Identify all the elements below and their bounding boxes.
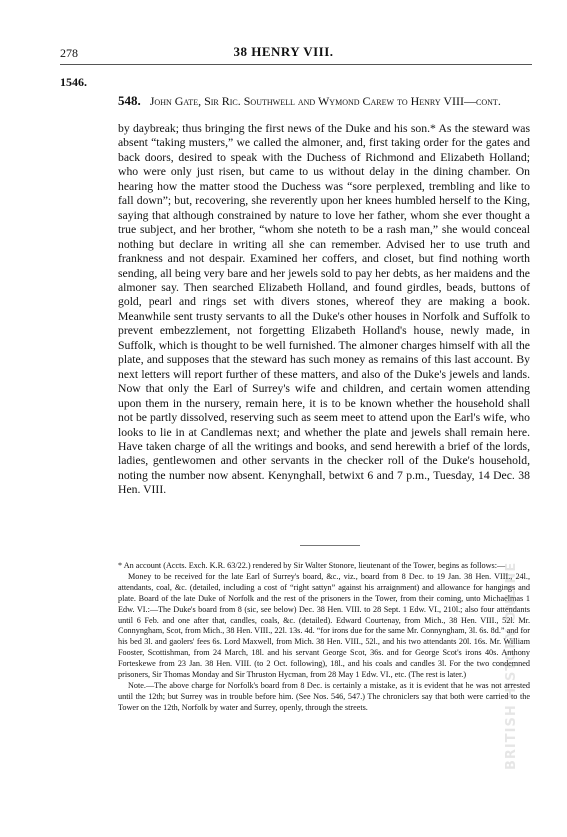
footnote-separator bbox=[300, 545, 360, 546]
letter-body bbox=[118, 122, 530, 498]
footnote-account: Money to be received for the late Earl of Surrey's board, &c., viz., board from 8 Dec. to 19 Jan. 38 Hen. VIII., 24l., attendants, coal, &c. (detailed, including a cost of “right sattyn” against his arraignment) and allowance for hangings and plate. Board of the late Duke of Norfolk and the rest of the prisoners in the Tower, from their coming, unto Michaelmas 1 Edw. VI.:—The Duke's board from 8 (sic, see below) Dec. 38 Hen. VIII. to 28 Sept. 1 Edw. VI., 210l.; also four attendants until 6 Feb. and one after that, candles, coals, &c. (detailed). Edward Courtenay, from Mich., 38 Hen. VIII., 52l. Mr. Connyngham, Scot, from Mich., 38 Hen. VIII., 22l. 13s. 4d. “for irons due for the same Mr. Connyngham, 3l. 6s. 8d.” and for his bed 3l. and gaolers' fees 6s. Lord Maxwell, from Mich. 38 Hen. VIII., 52l., and his two attendants 20l. 16s. Mr. William Fooster, Scottishman, from 24 March, 18l. and his servant George Scot, 36s. and for George Scot's irons 40s. Anthony Forteskewe from 23 Jan. 38 Hen. VIII. (to 2 Oct. following), 18l., and his coals and candles 3l. For the two condemned prisoners, Sir Thomas Monday and Sir Thruston Hycman, from 28 May 1 Edw. VI., etc. (The rest is later.) bbox=[118, 571, 530, 680]
watermark: BRITISH HISTORY ONLINE bbox=[504, 561, 519, 770]
footnote-note: Note.—The above charge for Norfolk's board from 8 Dec. is certainly a mistake, as it is evident that he was not arrested until the 12th; but Surrey was in trouble before him. (See Nos. 546, 547.) The chroniclers say that both were carried to the Tower on the 12th, Norfolk by water and Surrey, openly, through the streets. bbox=[118, 680, 530, 712]
footnotes bbox=[118, 561, 530, 714]
header-rule bbox=[60, 64, 532, 65]
entry-number: 548. bbox=[118, 93, 141, 108]
body-paragraph: by daybreak; thus bringing the first news of the Duke and his son.* As the steward was absent “taking musters,” we called the almoner, and, first taking order for the gates and back doors, desired to speak with the Duchess of Richmond and Elizabeth Holland; who were only just risen, but came to us without delay in the dining chamber. On hearing how the matter stood the Duchess was “sore perplexed, trembling and like to fall down”; but, recovering, she reverently upon her knees humbled herself to the King, saying that although constrained by nature to love her father, whom she ever thought a true subject, and her brother, “whom she noteth to be a rash man,” she would conceal nothing but declare in writing all she can remember. Advised her to use truth and frankness and not despair. Examined her coffers, and closet, but find nothing worth sending, all being very bare and her jewels sold to pay her debts, as her maidens and the almoner say. Then searched Elizabeth Holland, and found girdles, beads, buttons of gold, pearl and rings set with divers stones, whereof they are making a book. Meanwhile sent trusty servants to all the Duke's other houses in Norfolk and Suffolk to prevent embezzlement, not forgetting Elizabeth Holland's house, newly made, in Suffolk, which is thought to be well furnished. The almoner charges himself with all the plate, and supposes that the steward has such money as remains of this last account. By next letters will report further of these matters, and also of the Duke's jewels and lands. Now that only the Earl of Surrey's wife and children, and certain women attending upon them in the nursery, remain here, it is to be known whether the household shall not be partly dissolved, reserving such as seem meet to attend upon the Earl's wife, who looks to lie in at Candlemas next; and whether the plate and jewels shall remain here. Have taken charge of all the writings and books, and send herewith a brief of the lords, ladies, gentlewomen and other servants in the checker roll of the Duke's household, noting the number now absent. Kenynghall, betwixt 6 and 7 p.m., Tuesday, 14 Dec. 38 Hen. VIII. bbox=[118, 122, 530, 497]
entry-heading bbox=[118, 93, 518, 109]
entry-heading-text: John Gate, Sir Ric. Southwell and Wymond Carew to Henry VIII—cont. bbox=[149, 94, 501, 108]
footnote-intro: * An account (Accts. Exch. K.R. 63/22.) rendered by Sir Walter Stonore, lieutenant of the Tower, begins as follows:— bbox=[118, 561, 506, 570]
running-head: 38 HENRY VIII. bbox=[233, 44, 334, 59]
page-number: 278 bbox=[60, 46, 78, 60]
year-marker: 1546. bbox=[60, 75, 87, 89]
